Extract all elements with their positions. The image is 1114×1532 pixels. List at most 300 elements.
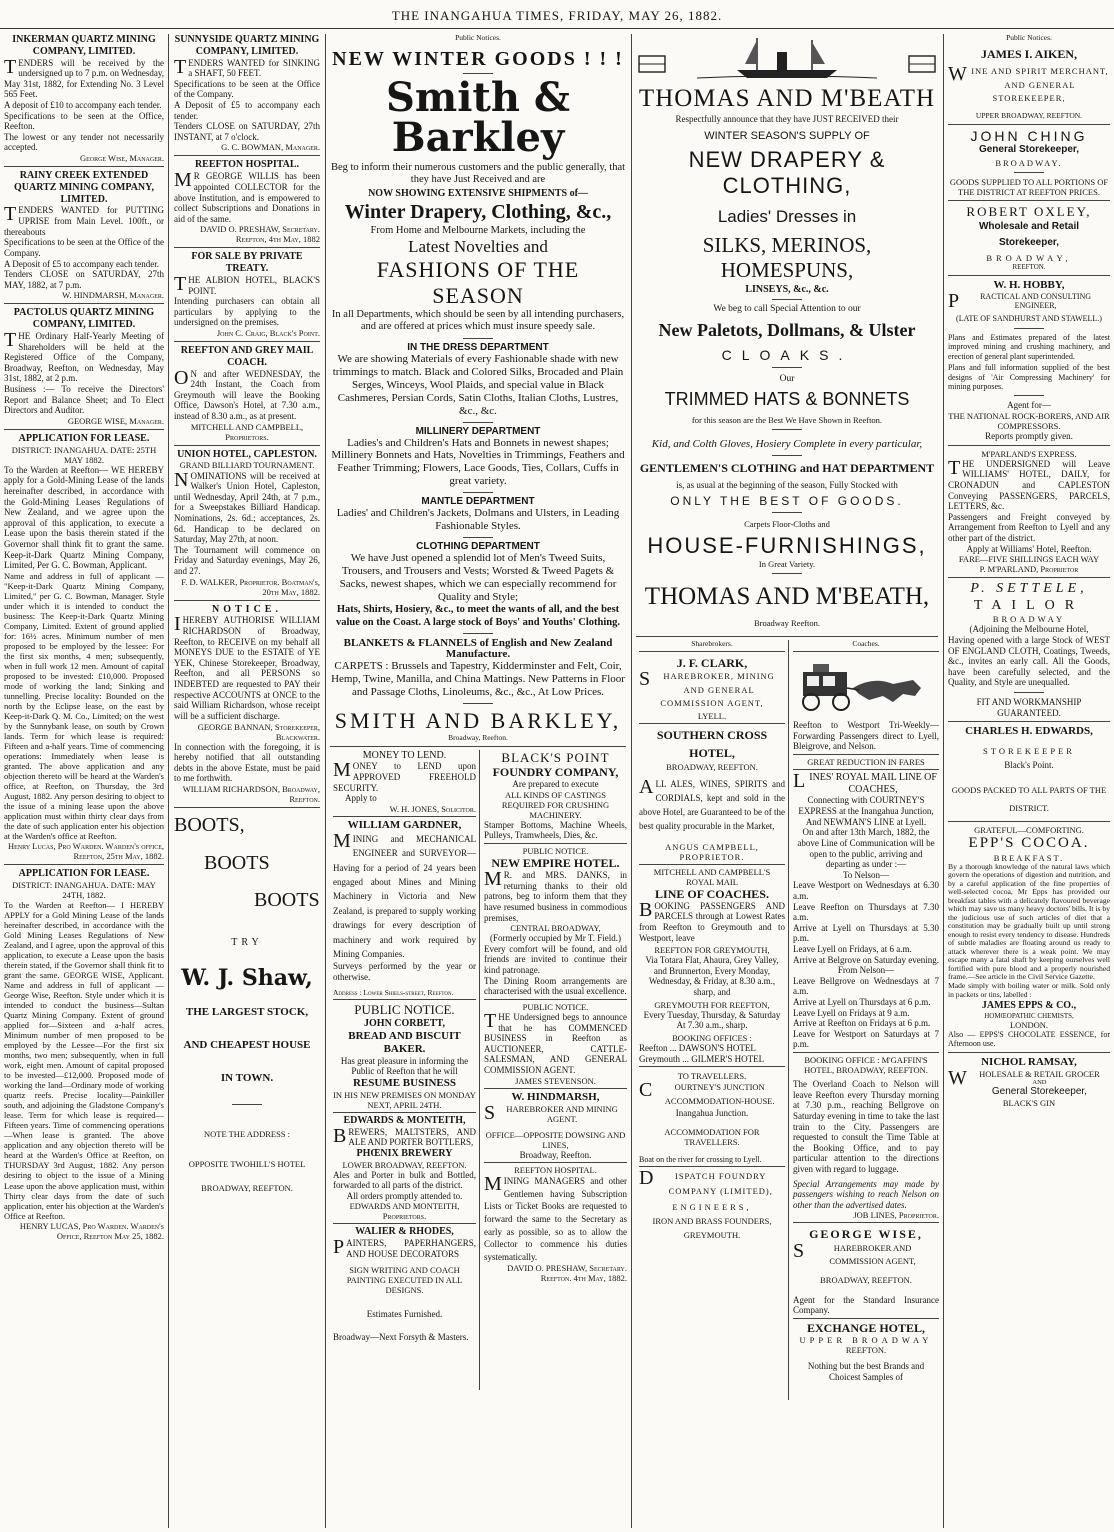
ad-title: MONEY TO LEND. — [362, 749, 447, 761]
divider — [639, 651, 785, 652]
ad-body: BROADWAY — [992, 614, 1066, 625]
ad-body: Carpets Floor-Cloths and — [744, 519, 830, 530]
ad-body: Kid, and Colth Gloves, Hosiery Complete in every particular, — [651, 437, 923, 450]
ad-body: BOOKING PASSENGERS AND PARCELS through at Lowest Rates from Reefton to Greymouth and to Westport, leave — [639, 898, 785, 943]
ad-title: BLACK'S POINT — [501, 749, 610, 765]
divider — [463, 338, 493, 339]
timetable-row: Leave Lyell on Fridays, at 6 a.m. — [793, 943, 912, 954]
divider — [948, 445, 1110, 446]
ad-subtitle: DISTRICT: INANGAHUA. DATE: MAY 24TH, 1882. — [12, 880, 156, 901]
ad-signature: GEORGE WISE, Manager. — [67, 415, 164, 426]
ad-body: Black's Point. — [1004, 760, 1054, 771]
ad-body: General Storekeeper, — [978, 144, 1080, 156]
latest-novelties: Latest Novelties and — [408, 236, 548, 256]
boots-try: TRY — [231, 936, 263, 948]
thomas-mbeath-footer: THOMAS AND M'BEATH, — [644, 583, 930, 611]
divider — [333, 816, 476, 817]
ad-title: EPP'S COCOA. — [968, 835, 1090, 852]
divider — [948, 1052, 1110, 1053]
ad-body: Nothing but the best Brands and Choicest Samples of — [807, 1361, 925, 1382]
ad-body: The Dining Room arrangements are characterised with the usual excellence. — [484, 975, 627, 997]
ad-signature: F. D. WALKER, Proprietor. Boatman's, 20th May, 1882. — [181, 576, 320, 597]
ad-body: HOMŒOPATHIC CHEMISTS, — [984, 1011, 1074, 1020]
ad-body: TENDERS WANTED for SINKING a SHAFT, 50 FEET. — [174, 55, 320, 79]
ad-body: Plans and full information supplied of the best designs of 'Air Compressing Machinery' for mining purposes. — [948, 363, 1110, 392]
ad-inkerman — [4, 34, 164, 163]
winter-goods-heading: NEW WINTER GOODS ! ! ! — [332, 47, 624, 70]
ad-title: ROBERT OXLEY, — [966, 203, 1092, 219]
ad-signature: MITCHELL AND CAMPBELL, Proprietors. — [190, 421, 304, 442]
ad-title: P. SETTELE, — [970, 581, 1088, 597]
silks-heading: SILKS, MERINOS, HOMESPUNS, — [702, 233, 872, 282]
boots-note: NOTE THE ADDRESS : — [203, 1128, 291, 1139]
ad-body: Specifications to be seen at the Office of the Company. — [4, 237, 164, 258]
ad-title: APPLICATION FOR LEASE. — [18, 868, 150, 880]
ad-body: BOOKING OFFICE : M'GAFFIN'S HOTEL, BROADWAY, REEFTON. — [804, 1055, 928, 1076]
ad-body: Agent for the Standard Insurance Company. — [793, 1294, 939, 1316]
ad-body: MR GEORGE WILLIS has been appointed COLLECTOR for the above Institution, and is empowered to collect Subscriptions and Donations in aid of the same. — [174, 169, 320, 224]
ad-body: Greymouth ... GILMER'S HOTEL — [639, 1053, 765, 1064]
ad-body: BLACK'S GIN — [1002, 1098, 1056, 1109]
divider — [333, 1112, 476, 1113]
ad-body: GREYMOUTH FOR REEFTON, — [654, 999, 770, 1010]
ad-body: SHAREBROKER AND COMMISSION AGENT, — [793, 1239, 916, 1267]
blankets-heading: BLANKETS & FLANNELS of English and New Zealand Manufacture. — [343, 636, 613, 660]
col3-subcolumns — [330, 750, 626, 1390]
ad-body: Inangahua Junction. — [675, 1108, 749, 1119]
timetable-row: Arrive at Lyell on Thursdays at 6 p.m. — [793, 997, 931, 1008]
divider — [4, 166, 164, 167]
timetable-row: Leave Westport on Wednesdays at 6.30 a.m. — [793, 880, 939, 901]
ad-signature: GEORGE BANNAN, Storekeeper, Blackwater. — [197, 721, 320, 742]
divider — [174, 155, 320, 156]
ad-body: MINING and MECHANICAL ENGINEER and SURVEYOR—Having for a period of 24 years been engaged about Mines and Mining Machinery in Victoria and New Zealand, is prepared to supply working drawings for every description of machinery and work required by Mining Companies. — [333, 829, 476, 959]
ad-boots — [174, 814, 320, 1193]
ad-title: JOHN CHING — [970, 127, 1088, 144]
ad-body: The Tournament will commence on Friday and Saturday evenings, May 26, and 27. — [174, 544, 320, 576]
ad-body: Via Totara Flat, Ahaura, Grey Valley, and Brunnerton, Every Monday, Wednesday, & Friday, at 8.30 a.m., sharp, and — [645, 955, 779, 998]
ad-body: Name and address in full of applicant — "Keep-it-Dark Quartz Mining Company, Limited," per G. C. Bowman, Manager. Style under which it is intended to conduct the business: The Keep-it-Dark Quartz Mining Company, Limited. Extent of ground applied for: 16½ acres. Minimum number of men proposed to be employed by the lessee: For the first six months, 4 men; subsequently, when in full work 12 men. Amount of capital proposed to be invested: £10,000. Proposed mode of working the land; Sinking and tunnelling. Precise locality: Bounded on the north by the Eclipse lease, on the east by Keep-it-Dark Q. M. Co., Limited; on the west by the Sunnybank lease, on south by Crown lands. Term for which lease is required: Fifteen and a-half years. Time of commencing operations: Immediately when lease is granted. The above application and any objection thereto will be heard at the Warden's office, at Reefton, on Thursday, the 3rd August, 1882. Any person desiring to object to the issue of a mining lease upon the above application must within thirty clear days from the date of such application enter his objection at the Warden's office at Reefton. — [4, 570, 164, 842]
divider — [948, 821, 1110, 822]
ad-body: GOODS SUPPLIED TO ALL PORTIONS OF THE DISTRICT AT REEFTON PRICES. — [949, 176, 1109, 197]
divider — [948, 200, 1110, 201]
ad-title: DISPATCH FOUNDRY COMPANY (LIMITED), — [639, 1167, 773, 1196]
ad-signature: W. HINDMARSH, Manager. — [62, 290, 164, 301]
ad-body: CARPETS : Brussels and Tapestry, Kidderminster and Felt, Coir, Hemp, Twine, Manilla, and China Mattings. New Patterns in Floor and Passage Cloths, Linoleums, &c., &c., At Low Prices. — [331, 659, 625, 698]
footer-address: Broadway Reefton. — [753, 617, 821, 628]
ad-body: IRON AND BRASS FOUNDERS, — [652, 1216, 772, 1227]
ad-title: WALIER & RHODES, — [355, 1226, 454, 1238]
ad-body: To the Warden at Reefton— WE HEREBY apply for a Gold-Mining Lease of the lands hereinafter described, in accordance with the Gold-Mining Leases Regulations of New Zealand, and we agree upon the approval of this application, to execute a Lease upon the basis therein stated if the Governor shall think fit to grant the same. Keep-it-Dark Quartz Mining Company, Limited, Per G. C. Bowman, Applicant. — [4, 464, 164, 571]
ad-signature: George Wise, Manager. — [79, 153, 164, 164]
ad-subtitle: DISTRICT: INANGAHUA. DATE: 25TH MAY 1882. — [11, 444, 157, 465]
ad-body: Business :— To receive the Directors' Report and Balance Sheet; and To Elect Directors and Auditor. — [4, 384, 164, 416]
divider — [639, 1066, 785, 1067]
section-header: Public Notices. — [455, 34, 501, 42]
ad-body: IN HIS NEW PREMISES ON MONDAY NEXT, APRIL 24TH. — [333, 1089, 476, 1110]
ad-pactolus — [4, 307, 164, 425]
ladies-dresses: Ladies' Dresses in — [717, 206, 857, 226]
ad-body: ACCOMMODATION FOR TRAVELLERS. — [664, 1126, 760, 1147]
ad-signature: P. M'PARLAND, Proprietor — [979, 564, 1079, 575]
ad-body: Our — [779, 374, 795, 385]
divider — [463, 422, 493, 423]
ad-body: A Deposit of £5 to accompany each tender. — [174, 100, 320, 121]
new-drapery-heading: NEW DRAPERY & CLOTHING, — [688, 147, 886, 199]
ad-signature: DAVID O. PRESHAW, Secretary. Reefton. 4th May, 1882. — [507, 1263, 627, 1284]
cloaks-heading: CLOAKS. — [721, 346, 853, 363]
ad-signature: JAMES STEVENSON. — [515, 1075, 596, 1086]
ad-body: Reefton ... DAWSON'S HOTEL — [639, 1042, 756, 1053]
ad-title: APPLICATION FOR LEASE. — [18, 432, 150, 444]
ad-body: Intending purchasers can obtain all particulars by applying to the undersigned on the premises. — [174, 296, 320, 328]
ad-title: RAINY CREEK EXTENDED QUARTZ MINING COMPANY, LIMITED. — [14, 170, 154, 205]
ad-subtitle: UPPER BROADWAY — [799, 1335, 933, 1346]
dept-heading: MILLINERY DEPARTMENT — [415, 425, 541, 437]
ad-body: SIGN WRITING AND COACH PAINTING EXECUTED IN ALL DESIGNS. — [346, 1265, 463, 1296]
divider — [232, 1104, 262, 1105]
ad-body: From Nelson— — [837, 965, 895, 976]
ad-body: We are showing Materials of every Fashionable shade with new trimmings to match. Black and Colored Silks, Brocaded and Plain Serges, Winceys, Wool Plaids, and special value in Black Cashmeres, Persian Cords, Satin Cloths, Italian Cloths, Lustres, &c., &c. — [332, 352, 624, 417]
dept-heading: MANTLE DEPARTMENT — [421, 496, 535, 508]
ad-body: ON and after WEDNESDAY, the 24th Instant, the Coach from Greymouth will leave the Booking Office, Dawson's Hotel, at 7.30 a.m., instead of 8.30 a.m., as at present. — [174, 366, 320, 422]
ad-body: ALL KINDS OF CASTINGS REQUIRED FOR CRUSHING MACHINERY. — [501, 789, 610, 820]
paletots-heading: New Paletots, Dollmans, & Ulster — [658, 319, 916, 340]
ad-body: On and after 13th March, 1882, the above Line of Communication will be open to the public, arriving and departing as under :— — [797, 827, 935, 870]
ad-body: Wholesale and Retail Storekeeper, — [978, 221, 1080, 249]
ad-body: Also — EPPS'S CHOCOLATE ESSENCE, for Afternoon use. — [948, 1029, 1110, 1049]
ad-body: BREAD AND BISCUIT BAKER. — [348, 1029, 461, 1055]
ad-body: is, as usual at the beginning of the season, Fully Stocked with — [676, 479, 898, 490]
ad-title: GREAT REDUCTION IN FARES — [807, 756, 925, 767]
ad-body: Tenders CLOSE on SATURDAY, 27th MAY, 1882, at 7 p.m. — [4, 269, 164, 290]
ad-body: Broadway, Reefton. — [519, 1149, 592, 1160]
fashions-heading: FASHIONS OF THE SEASON — [376, 257, 580, 308]
ad-title: INKERMAN QUARTZ MINING COMPANY, LIMITED. — [12, 34, 156, 57]
winter-drapery: Winter Drapery, Clothing, &c., — [344, 200, 612, 223]
ad-body: Apply at Williams' Hotel, Reefton. — [966, 543, 1092, 554]
divider — [1014, 172, 1044, 173]
ad-reefton-hospital — [174, 159, 320, 244]
ad-title: TO TRAVELLERS. — [677, 1071, 747, 1082]
ad-body: We have Just opened a splendid lot of Men's Tweed Suits, Trousers, and Trousers and Vests; Worsted & Tweed Pagets & Sacks, newest shapes, which we can especially recommend for Quality and Style; — [339, 552, 617, 604]
ad-body: BROADWAY, REEFTON. — [666, 761, 758, 772]
timetable-row: Leave Bellgrove on Wednesdays at 7 a.m. — [793, 975, 939, 997]
ad-signature: G. C. BOWMAN, Manager. — [221, 142, 320, 153]
footer-address: Broadway, Reefton. — [448, 732, 508, 742]
divider — [484, 1162, 627, 1163]
ad-body: REEFTON FOR GREYMOUTH, — [654, 945, 770, 956]
ad-body: ENGINEERS, — [672, 1202, 752, 1213]
ad-title: SOUTHERN CROSS HOTEL, — [656, 727, 768, 760]
divider — [4, 864, 164, 865]
ad-body: Reefton to Westport Tri-Weekly—Forwarding Passengers direct to Lyell, Bleigrove, and Nelson. — [793, 720, 939, 752]
divider — [772, 429, 802, 430]
ad-title: W. H. HOBBY, — [993, 278, 1065, 291]
divider — [772, 367, 802, 368]
ad-body: Special Arrangements may made by passengers wishing to reach Nelson on other than the advertised dates. — [793, 1178, 939, 1210]
ad-body: REEFTON. — [845, 1345, 887, 1356]
ad-title: REEFTON AND GREY MAIL COACH. — [180, 345, 314, 368]
ad-subtitle: STOREKEEPER — [983, 746, 1075, 757]
ad-body: From Home and Melbourne Markets, including the — [370, 224, 586, 236]
divider — [330, 746, 626, 747]
divider — [636, 636, 938, 637]
masthead: THE INANGAHUA TIMES, FRIDAY, MAY 26, 1882. — [391, 8, 723, 23]
timetable-row: Arrive at Lyell on Thursdays at 5.30 p.m. — [793, 922, 939, 944]
section-header: Sharebrokers. — [691, 638, 733, 648]
ad-title: PUBLIC NOTICE. — [522, 1001, 589, 1012]
ad-signature: HENRY LUCAS, Pro Warden. Warden's Office, Reefton May 25, 1882. — [19, 1220, 164, 1241]
timetable-row: Leave Reefton on Thursdays at 7.30 a.m. — [793, 901, 939, 923]
ad-body: Apply to — [345, 793, 377, 804]
ad-title: WILLIAM GARDNER, — [347, 818, 462, 831]
ad-signature: EDWARDS AND MONTEITH, Proprietors. — [349, 1201, 460, 1222]
ad-title: W. HINDMARSH, — [511, 1090, 600, 1103]
section-header: Coaches. — [852, 638, 880, 648]
ad-body: NOMINATIONS will be received at Walker's Union Hotel, Capleston, until Wednesday, April 24th, at 7 p.m., for a Sweepstakes Billiard Handicap. Nominations, 2s. 6d.; acceptances, 2s. 6d. Handicap to be declared on Saturday, May 27th, at noon. — [174, 468, 320, 545]
ad-body: ALL ALES, WINES, SPIRITS and CORDIALS, kept and sold in the above Hotel, are Guaranteed to be of the best quality procurable in the Market, — [639, 775, 785, 831]
ad-body: SHAREBROKER, MINING AND GENERAL COMMISSION AGENT, — [639, 667, 775, 709]
ad-title: J. F. CLARK, — [676, 655, 748, 670]
ad-subtitle: FOUNDRY COMPANY, — [492, 764, 619, 779]
divider — [639, 864, 785, 865]
ad-body: (Formerly occupied by Mr T. Field.) — [490, 933, 621, 944]
column-2 — [170, 34, 324, 1528]
ad-body: GRATEFUL—COMFORTING. — [974, 825, 1084, 836]
ad-body: PHŒNIX BREWERY — [356, 1147, 453, 1159]
ad-body: In all Departments, which should be seen by all intending purchasers, and are offered at prices which must insure speedy sale. — [331, 308, 625, 333]
ad-title: JAMES I. AIKEN, — [980, 46, 1078, 61]
ad-body: Specifications to be seen at the Office, Reefton. — [4, 110, 164, 132]
boots-name: W. J. Shaw, — [181, 964, 313, 991]
divider — [772, 299, 802, 300]
column-4 — [632, 34, 942, 1528]
dept-heading: IN THE DRESS DEPARTMENT — [407, 341, 549, 353]
ad-body: GOODS PACKED TO ALL PARTS OF THE DISTRICT. — [951, 784, 1107, 814]
divider — [772, 512, 802, 513]
only-best-heading: ONLY THE BEST OF GOODS. — [670, 494, 904, 509]
thomas-mbeath-name: THOMAS AND M'BEATH — [638, 85, 936, 112]
ad-body: SHAREBROKER AND MINING AGENT. — [484, 1101, 618, 1124]
ad-body: The lowest or any tender not necessarily accepted. — [4, 131, 164, 153]
ad-body: THE Ordinary Half-Yearly Meeting of Shareholders will be held at the Registered Office of the Company, Broadway, Reefton, on Wednesday, May 31st, 1882, at 2 p.m. — [4, 328, 164, 384]
ad-subtitle: TAILOR — [973, 597, 1085, 613]
ad-body: OFFICE—OPPOSITE DOWSING AND LINES, — [485, 1129, 626, 1150]
ad-signature: Henry Lucas, Pro Warden. Warden's office, Reefton, 25th May, 1882. — [7, 841, 164, 862]
ad-title: GEORGE WISE, — [809, 1227, 923, 1242]
divider — [4, 303, 164, 304]
ad-body: All orders promptly attended to. — [346, 1190, 463, 1201]
divider — [1014, 328, 1044, 329]
ad-body: LYELL. — [697, 710, 727, 721]
divider — [793, 1222, 939, 1223]
divider — [174, 341, 320, 342]
ad-body: We beg to call Special Attention to our — [713, 303, 861, 314]
col4-sub-right — [790, 640, 942, 1382]
ad-body: IHEREBY AUTHORISE WILLIAM RICHARDSON of Broadway, Reefton, to RECEIVE on my behalf all MONEYS DUE to the ESTATE of YE YEK, Chinese Storekeeper, Broadway, Reefton, and all PERSONS so INDEBTED are requested to PAY their respective ACCOUNTS at ONCE to the said William Richardson, whose receipt will be a sufficient discharge. — [174, 613, 320, 721]
ad-body: To the Warden at Reefton— I HEREBY APPLY for a Gold Mining Lease of the lands hereinafter described, in accordance with the Gold Mining Leases Regulations of New Zealand, and I agree, upon the approval of this application, to execute a Lease upon the basis therein stated, if the Governor shall think fit to grant the same. GEORGE WISE, Applicant. Name and address in full of applicant —George Wise, Reefton. Style under which it is intended to conduct the business—Sultan Quartz Mining Company. Extent of ground applied for—Sixteen and a-half acres. Minimum number of men proposed to be employed by the Lessee—For the first six months, two men; subsequently, when in full work, eight men. Amount of capital proposed to be invested—£12,000. Proposed mode of working the land—Ordinary mode of working quartz reefs. Precise locality—Painkiller south, and adjoining the Gladstone Company's lease. Term for which lease is required—Fifteen years. Time of commencing operations—When lease is granted. The above application and any objection thereto will be heard at the Warden's Office at Reefton, on THURSDAY 3rd August, 1882. Any person desiring to object to the issue of a Mining Lease upon the above application must, within Thirty clear days from the date of such application, enter his objection at the Warden's Office at Reefton. — [4, 900, 164, 1221]
ad-title: FOR SALE BY PRIVATE TREATY. — [191, 251, 303, 275]
col3-sub-right — [481, 750, 630, 1284]
ad-subtitle: GRAND BILLIARD TOURNAMENT. — [179, 460, 315, 471]
ad-body: GREYMOUTH. — [683, 1230, 741, 1241]
ad-body: A deposit of £10 to accompany each tender. — [4, 100, 162, 111]
ad-body: By a thorough knowledge of the natural laws which govern the operations of digestion and nutrition, and by a careful application of the fine properties of well-selected cocoa, Mr Epps has provided our breakfast tables with a delicately flavoured beverage which may save us many heavy doctors' bills. It is by the judicious use of such articles of diet that a constitution may be gradually built up until strong enough to resist every tendency to disease. Hundreds of subtle maladies are floating around us ready to attack wherever there is a weak point. We may escape many a fatal shaft by keeping ourselves well fortified with pure blood and a properly nourished frame.—See article in the Civil Service Gazette. — [948, 861, 1110, 982]
coach-illustration-icon — [793, 654, 937, 714]
ad-body: Specifications to be seen at the Office of the Company. — [174, 78, 320, 100]
ad-albion-hotel — [174, 251, 320, 338]
ad-signature: ANGUS CAMPBELL, PROPRIETOR. — [665, 841, 759, 862]
ad-body: (Adjoining the Melbourne Hotel, — [969, 624, 1089, 635]
ad-signature: JOB LINES, Proprietor. — [853, 1210, 939, 1221]
divider — [333, 1223, 476, 1224]
ad-signature: Broadway—Next Forsyth & Masters. — [333, 1332, 469, 1343]
divider — [333, 999, 476, 1000]
ad-body: BROADWAY, — [986, 253, 1072, 264]
boots-word: BOOTS — [204, 851, 270, 874]
ad-body: PRACTICAL AND CONSULTING ENGINEER, — [948, 289, 1092, 312]
ad-body: THE Undersigned begs to announce that he has COMMENCED BUSINESS in Reefton as AUCTIONEER, CATTLE-SALESMAN, AND GENERAL COMMISSION AGENT. — [484, 1009, 627, 1075]
ad-body: Boat on the river for crossing to Lyell. — [639, 1154, 762, 1164]
boots-word: BOOTS — [254, 889, 320, 912]
ad-lease-2 — [4, 868, 164, 1240]
ad-subtitle: LINE OF COACHES. — [655, 886, 769, 901]
ad-body: AND — [1032, 1078, 1047, 1086]
ad-subtitle: JOHN CORBETT, — [364, 1017, 445, 1029]
divider — [463, 633, 493, 634]
ad-title: NOTICE. — [212, 603, 282, 615]
divider — [948, 124, 1110, 125]
timetable-row: Arrive at Belgrove on Saturday evening. — [793, 954, 939, 965]
divider — [1014, 395, 1044, 396]
ship-banner — [636, 34, 938, 84]
trimmed-hats-heading: TRIMMED HATS & BONNETS — [664, 389, 910, 410]
ad-signature: John C. Craig, Black's Point. — [216, 328, 320, 338]
ad-title: CHARLES H. EDWARDS, — [965, 725, 1093, 738]
ad-body: LINSEYS, &c., &c. — [745, 283, 829, 295]
ad-body: Ladies' and Children's Jackets, Dolmans and Ulsters, in Leading Fashionable Styles. — [336, 507, 620, 533]
ad-body: CENTRAL BROADWAY, — [510, 923, 601, 934]
ad-body: Ales and Porter in bulk and Bottled, forwarded to all parts of the district. — [333, 1169, 476, 1191]
ad-title: EDWARDS & MONTEITH, — [343, 1114, 466, 1126]
divider — [463, 703, 493, 704]
ad-sunnyside — [174, 34, 320, 152]
divider — [639, 1166, 785, 1167]
ad-body: (LATE OF SANDHURST AND STAWELL.) — [956, 314, 1102, 324]
ad-mail-coach — [174, 345, 320, 442]
boots-line: IN TOWN. — [220, 1071, 274, 1084]
divider — [484, 1088, 627, 1089]
ad-body: Stamper Bottoms, Machine Wheels, Pulleys, Tramwheels, Dies, &c. — [484, 819, 627, 841]
ad-title: REEFTON HOSPITAL. — [194, 159, 300, 171]
ad-signature: Address : Lower Shiels-street, Reefton. — [333, 987, 454, 997]
ad-title: UNION HOTEL, CAPLESTON. — [177, 448, 317, 460]
ad-title: PACTOLUS QUARTZ MINING COMPANY, LIMITED. — [13, 307, 155, 331]
ad-body: UPPER BROADWAY, REEFTON. — [975, 110, 1083, 120]
ad-body: Beg to inform their numerous customers and the public generally, that they have Just Received and are — [330, 161, 626, 186]
timetable-row: Arrive at Reefton on Fridays at 6 p.m. — [793, 1018, 931, 1029]
ad-body: Having opened with a large Stock of WEST OF ENGLAND CLOTH, Coatings, Tweeds, &c., invites an early call. All the Goods, have been carefully selected, and the Quality, and Style are unequalled. — [948, 634, 1110, 688]
ad-body: THE ALBION HOTEL, BLACK'S POINT. — [174, 272, 320, 296]
ad-body: Reports promptly given. — [985, 431, 1073, 442]
divider — [793, 651, 939, 652]
ad-title: REEFTON HOSPITAL. — [514, 1165, 597, 1176]
ad-body: Ladies's and Children's Hats and Bonnets in newest shapes; Millinery Bonnets and Hats, Novelties in Trimmings, Feathers and Feather Trimming; Flowers, Lace Goods, Ties, Collars, Cuffs in great variety. — [331, 436, 625, 488]
ad-body: BREWERS, MALTSTERS, AND ALE AND PORTER BOTTLERS, — [333, 1124, 476, 1148]
column-1 — [0, 34, 168, 1528]
ad-body: Every Tuesday, Thursday, & Saturday At 7.30 a.m., sharp. — [643, 1009, 781, 1031]
ad-body: FIT AND WORKMANSHIP GUARANTEED. — [976, 696, 1082, 718]
divider — [463, 492, 493, 493]
col3-sub-left — [330, 750, 480, 1390]
divider — [463, 537, 493, 538]
ad-rainy-creek — [4, 170, 164, 300]
column-5 — [944, 34, 1114, 1528]
ad-title: PUBLIC NOTICE. — [522, 846, 589, 857]
ad-title: LINES' ROYAL MAIL LINE OF COACHES, — [793, 769, 937, 795]
divider — [1014, 692, 1044, 693]
column-3 — [326, 34, 630, 1528]
timetable-row: Leave Lyell on Fridays at 9 a.m. — [793, 1007, 910, 1018]
divider — [174, 445, 320, 446]
ad-notice — [174, 604, 320, 804]
divider — [772, 573, 802, 574]
divider — [4, 429, 164, 430]
ad-lease-1 — [4, 433, 164, 861]
ad-body: Connecting with COURTNEY'S EXPRESS at the Inangahua Junction, And NEWMAN'S LINE at Lyell. — [798, 795, 934, 827]
ad-body: In connection with the foregoing, it is hereby notified that all outstanding debts in the above Estate, must be paid to me forthwith. — [174, 741, 320, 784]
gents-heading: GENTLEMEN'S CLOTHING and HAT DEPARTMENT — [639, 460, 935, 475]
divider — [174, 807, 320, 808]
divider — [484, 843, 627, 844]
divider — [639, 723, 785, 724]
divider — [484, 999, 627, 1000]
ad-title: PUBLIC NOTICE. — [354, 1002, 455, 1018]
divider — [793, 1318, 939, 1319]
ad-body: Hats, Shirts, Hosiery, &c., to meet the wants of all, and the best value on the Coast. A large stock of Boys' and Youths' Clothing. — [335, 604, 621, 628]
ad-body: JAMES EPPS & CO., — [981, 999, 1077, 1011]
divider — [948, 577, 1110, 578]
ad-body: for this season are the Best We Have Shown in Reefton. — [691, 414, 883, 425]
ad-title: EXCHANGE HOTEL, — [806, 1321, 926, 1336]
divider — [772, 455, 802, 456]
ad-body: Made simply with boiling water or milk. Sold only in packets or tins, labelled : — [948, 980, 1110, 999]
section-header: Public Notices. — [1006, 34, 1052, 42]
top-rule — [0, 28, 1114, 29]
ad-title: M'PARLAND'S EXPRESS. — [981, 448, 1077, 459]
ad-body: REEFTON. — [1012, 263, 1046, 272]
ad-signature: W. H. JONES, Solicitor. — [389, 803, 476, 814]
ad-body: MR. and MRS. DANKS, in returning thanks to their old patrons, beg to inform them that they have resumed business in commodious premises, — [484, 868, 627, 923]
boots-word: BOOTS, — [174, 814, 245, 837]
ad-title: MITCHELL AND CAMPBELL'S ROYAL MAIL — [653, 866, 771, 887]
ad-union-hotel — [174, 449, 320, 597]
ad-body: General Storekeeper, — [991, 1086, 1087, 1098]
timetable-row: Leave for Westport on Saturdays at 7 p.m. — [793, 1028, 939, 1050]
ad-body: WINE AND SPIRIT MERCHANT, AND GENERAL STOREKEEPER, — [948, 63, 1109, 104]
ad-body: Surveys performed by the year or otherwise. — [333, 961, 476, 982]
column-rule — [168, 34, 169, 1528]
ad-body: A Deposit of £5 to accompany each tender. — [4, 258, 159, 269]
col4-subcolumns — [636, 640, 938, 1400]
boots-address: OPPOSITE TWOHILL'S HOTEL — [188, 1158, 306, 1169]
ad-signature: WILLIAM RICHARDSON, Broadway, Reefton. — [182, 783, 320, 804]
ad-body: MINING MANAGERS and other Gentlemen having Subscription Lists or Ticket Books are requested to forward the same to the Secretary as early as possible, so as to allow the Collector to commence his duties systematically. — [484, 1173, 627, 1262]
ad-body: BOOKING OFFICES : — [672, 1032, 752, 1043]
ad-body: MONEY to LEND upon APPROVED FREEHOLD SECURITY. — [333, 759, 476, 793]
smith-barkley-name: Smith & Barkley — [385, 73, 570, 161]
